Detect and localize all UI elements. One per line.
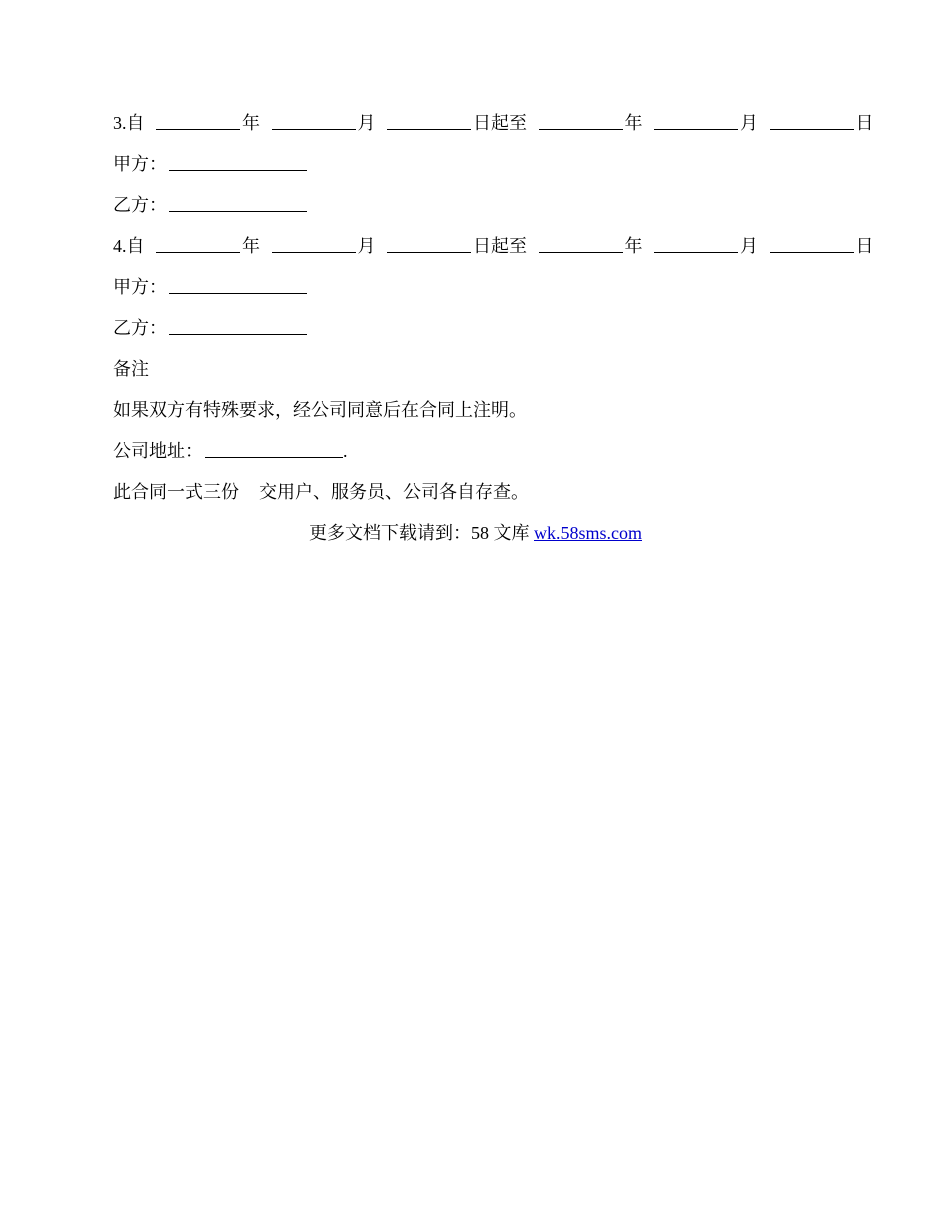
document-page bbox=[113, 103, 874, 554]
year-end-label: 年 bbox=[624, 113, 643, 133]
copies-text-1: 此合同一式三份 bbox=[113, 482, 239, 502]
year-end-blank[interactable] bbox=[539, 251, 623, 253]
party-b-line-4 bbox=[113, 308, 843, 349]
date-range-line-3 bbox=[113, 103, 874, 144]
party-a-blank[interactable] bbox=[169, 292, 307, 294]
month-end-blank[interactable] bbox=[654, 128, 738, 130]
remarks-heading: 备注 bbox=[113, 359, 149, 379]
item-number: 3. bbox=[113, 113, 127, 133]
year-label: 年 bbox=[242, 236, 260, 256]
day-end-label: 日 bbox=[855, 113, 874, 133]
footer-link[interactable]: wk.58sms.com bbox=[534, 523, 642, 543]
address-suffix: . bbox=[343, 441, 348, 461]
month-label: 月 bbox=[357, 236, 376, 256]
party-b-blank[interactable] bbox=[169, 333, 307, 335]
month-start-blank[interactable] bbox=[272, 251, 356, 253]
year-end-label: 年 bbox=[624, 236, 643, 256]
party-a-line-4 bbox=[113, 267, 843, 308]
day-start-label: 日起至 bbox=[473, 113, 527, 133]
year-label: 年 bbox=[242, 113, 260, 133]
address-blank[interactable] bbox=[205, 456, 343, 458]
company-address-line bbox=[113, 431, 843, 472]
day-end-blank[interactable] bbox=[770, 128, 854, 130]
copies-text-2: 交用户、服务员、公司各自存查。 bbox=[259, 482, 529, 502]
item-number: 4. bbox=[113, 236, 127, 256]
day-end-label: 日 bbox=[855, 236, 874, 256]
download-footer bbox=[113, 513, 838, 554]
day-end-blank[interactable] bbox=[770, 251, 854, 253]
address-label: 公司地址： bbox=[113, 441, 203, 461]
day-start-blank[interactable] bbox=[387, 128, 471, 130]
month-end-label: 月 bbox=[740, 236, 758, 256]
footer-text: 更多文档下载请到：58 文库 bbox=[309, 523, 534, 543]
year-start-blank[interactable] bbox=[156, 128, 240, 130]
party-a-line-3 bbox=[113, 144, 843, 185]
year-end-blank[interactable] bbox=[539, 128, 623, 130]
party-b-blank[interactable] bbox=[169, 210, 307, 212]
month-start-blank[interactable] bbox=[272, 128, 356, 130]
party-a-label: 甲方： bbox=[113, 277, 167, 297]
year-start-blank[interactable] bbox=[156, 251, 240, 253]
party-b-line-3 bbox=[113, 185, 843, 226]
month-label: 月 bbox=[357, 113, 376, 133]
from-label: 自 bbox=[126, 236, 145, 256]
party-b-label: 乙方： bbox=[113, 195, 167, 215]
remarks-text: 如果双方有特殊要求，经公司同意后在合同上注明。 bbox=[113, 400, 527, 420]
date-range-line-4 bbox=[113, 226, 874, 267]
day-start-label: 日起至 bbox=[473, 236, 527, 256]
party-a-label: 甲方： bbox=[113, 154, 167, 174]
month-end-label: 月 bbox=[740, 113, 758, 133]
month-end-blank[interactable] bbox=[654, 251, 738, 253]
party-a-blank[interactable] bbox=[169, 169, 307, 171]
copies-line bbox=[113, 472, 843, 513]
party-b-label: 乙方： bbox=[113, 318, 167, 338]
from-label: 自 bbox=[126, 113, 145, 133]
day-start-blank[interactable] bbox=[387, 251, 471, 253]
